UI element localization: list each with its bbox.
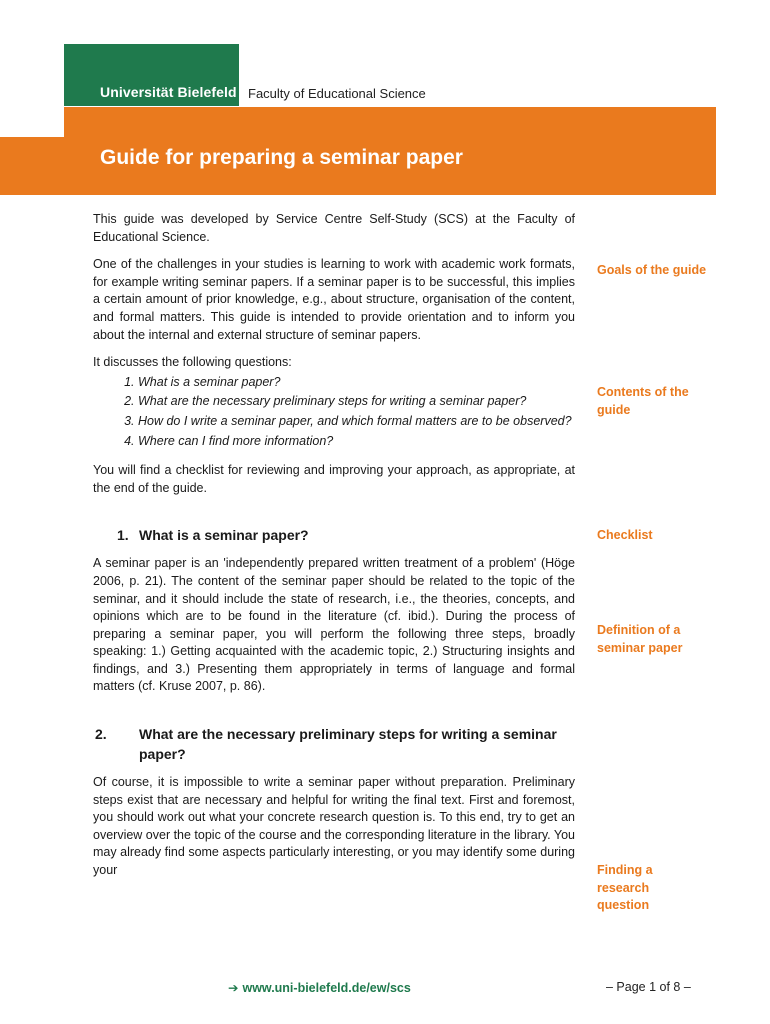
questions-list bbox=[93, 374, 575, 450]
footer-url[interactable]: www.uni-bielefeld.de/ew/scs bbox=[242, 981, 411, 995]
margin-note-contents: Contents of the guide bbox=[597, 385, 689, 417]
section-number: 1. bbox=[117, 527, 129, 544]
list-item: 1. What is a seminar paper? bbox=[138, 374, 575, 392]
section-1-paragraph: A seminar paper is an 'independently prepared written treatment of a problem' (Höge 2006, p. 21). The content of the seminar paper should be related to the topic of the seminar, and it should include the state of research, i.e., the theories, concepts, and opinions which are to be found in the literature (cf. ibid.). During the process of preparing a seminar paper, you will perform the following three steps, broadly speaking: 1.) Getting acquainted with the academic topic, 2.) Structuring insights and findings, and 3.) Presenting them appropriately in terms of language and formal matters (cf. Kruse 2007, p. 86). bbox=[93, 556, 575, 694]
arrow-right-icon: ➔ bbox=[228, 981, 239, 995]
footer-link[interactable] bbox=[228, 980, 411, 995]
page-number: – Page 1 of 8 – bbox=[606, 980, 691, 994]
intro-paragraph: This guide was developed by Service Centre Self-Study (SCS) at the Faculty of Educational Science. bbox=[93, 212, 575, 244]
list-item: 2. What are the necessary preliminary steps for writing a seminar paper? bbox=[138, 393, 575, 411]
margin-note-finding: Finding a research question bbox=[597, 863, 653, 913]
margin-note-checklist: Checklist bbox=[597, 528, 653, 542]
margin-note-goals: Goals of the guide bbox=[597, 263, 707, 277]
section-title: What is a seminar paper? bbox=[139, 527, 309, 544]
section-2-heading bbox=[95, 724, 575, 764]
checklist-paragraph: You will find a checklist for reviewing and improving your approach, as appropriate, at the end of the guide. bbox=[93, 463, 575, 495]
main-content bbox=[93, 211, 575, 890]
university-logo-text: Universität Bielefeld bbox=[100, 84, 237, 100]
banner-notch bbox=[0, 107, 64, 137]
questions-intro: It discusses the following questions: bbox=[93, 355, 292, 370]
goals-paragraph: One of the challenges in your studies is learning to work with academic work formats, for example writing seminar papers. If a seminar paper is to be successful, this implies a certain amount of prior knowledge, e.g., about structure, organisation of the content, and formal matters. This guide is intended to provide orientation and to inform you about the internal and external structure of seminar papers. bbox=[93, 257, 575, 342]
section-2-paragraph: Of course, it is impossible to write a seminar paper without preparation. Preliminary steps exist that are necessary and helpful for writing the final text. First and foremost, you should work out what your concrete research question is. To this end, try to get an overview over the topic of the course and the corresponding literature in the library. You may already find some aspects particularly interesting, or you may identify some during your bbox=[93, 775, 575, 878]
list-item: 4. Where can I find more information? bbox=[138, 433, 575, 451]
list-item: 3. How do I write a seminar paper, and which formal matters are to be observed? bbox=[138, 413, 575, 431]
section-1-heading bbox=[117, 525, 575, 545]
section-number: 2. bbox=[95, 726, 107, 743]
margin-note-definition: Definition of a seminar paper bbox=[597, 623, 683, 655]
page-title: Guide for preparing a seminar paper bbox=[100, 146, 463, 169]
faculty-name: Faculty of Educational Science bbox=[248, 86, 426, 101]
section-title: What are the necessary preliminary steps for writing a seminar paper? bbox=[139, 726, 557, 763]
